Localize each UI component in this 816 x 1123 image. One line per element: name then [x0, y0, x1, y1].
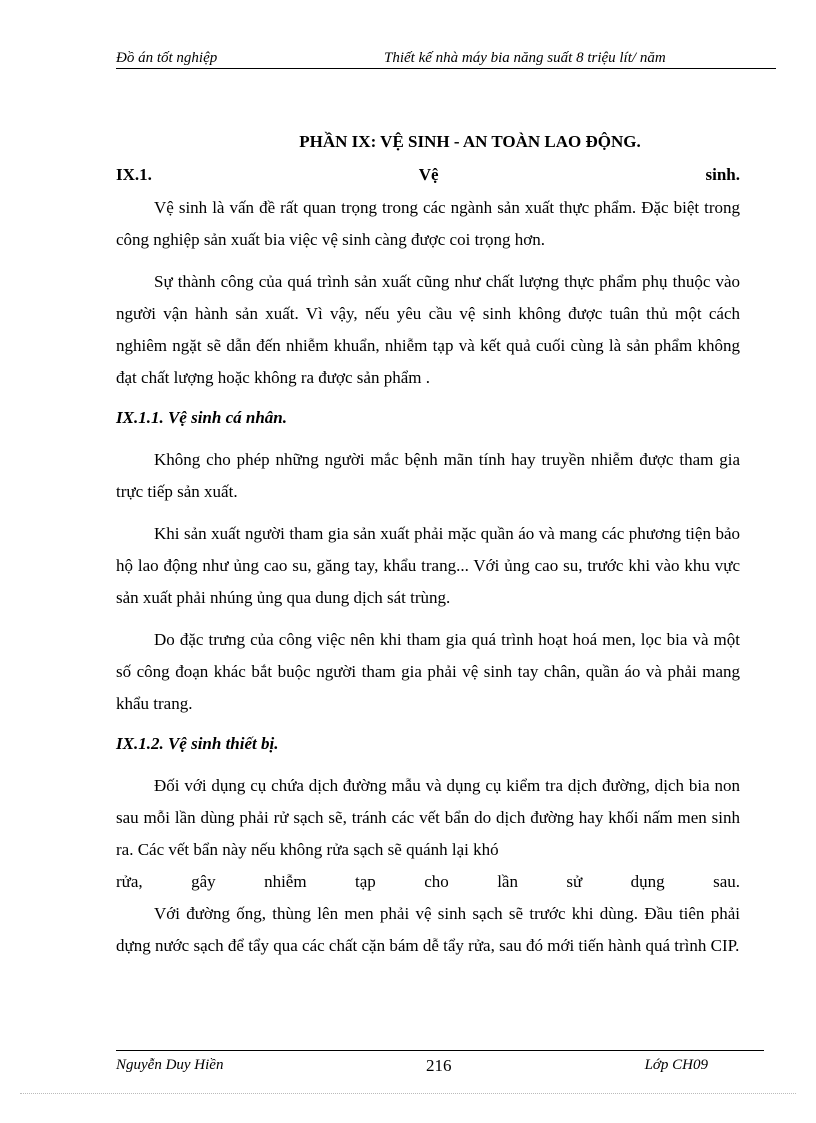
footer-author: Nguyễn Duy Hiền	[116, 1057, 224, 1073]
section-word-1: Vệ	[418, 165, 439, 184]
section-heading	[116, 158, 740, 192]
subsection-heading-1: IX.1.1. Vệ sinh cá nhân.	[116, 408, 287, 427]
header-right: Thiết kế nhà máy bia năng suất 8 triệu lít/ năm	[384, 50, 666, 66]
intro-paragraph-1: Vệ sinh là vấn đề rất quan trọng trong các ngành sản xuất thực phẩm. Đặc biệt trong công nghiệp sản xuất bia việc vệ sinh càng được coi trọng hơn.	[116, 198, 740, 249]
footer-class: Lớp CH09	[644, 1057, 708, 1073]
chapter-title: PHẦN IX: VỆ SINH - AN TOÀN LAO ĐỘNG.	[299, 132, 641, 151]
bottom-dotted-rule	[20, 1093, 796, 1094]
sub1-paragraph-1: Không cho phép những người mắc bệnh mãn tính hay truyền nhiễm được tham gia trực tiếp sản xuất.	[116, 450, 740, 501]
subsection-heading-2: IX.1.2. Vệ sinh thiết bị.	[116, 734, 279, 753]
page-footer	[116, 1050, 764, 1075]
section-number: IX.1.	[116, 165, 152, 184]
page-content	[116, 132, 740, 962]
sub1-paragraph-2: Khi sản xuất người tham gia sản xuất phải mặc quần áo và mang các phương tiện bảo hộ lao động như ủng cao su, găng tay, khẩu trang... Với ủng cao su, trước khi vào khu vực sản xuất phải nhúng ủng qua dung dịch sát trùng.	[116, 524, 740, 607]
header-left: Đồ án tốt nghiệp	[116, 50, 218, 66]
sub2-paragraph-2: Với đường ống, thùng lên men phải vệ sinh sạch sẽ trước khi dùng. Đầu tiên phải dựng nước sạch để tẩy qua các chất cặn bám dễ tẩy rửa, sau đó mới tiến hành quá trình CIP.	[116, 904, 740, 955]
sub2-paragraph-1-last-line: rửa, gây nhiễm tạp cho lần sử dụng sau.	[116, 872, 740, 891]
section-word-2: sinh.	[705, 165, 740, 184]
sub2-paragraph-1: Đối với dụng cụ chứa dịch đường mẫu và dụng cụ kiểm tra dịch đường, dịch bia non sau mỗi lần dùng phải rử sạch sẽ, tránh các vết bẩn do dịch đường hay khối nấm men sinh ra. Các vết bẩn này nếu không rửa sạch sẽ quánh lại khó	[116, 776, 740, 859]
page-header	[116, 48, 776, 69]
sub1-paragraph-3: Do đặc trưng của công việc nên khi tham gia quá trình hoạt hoá men, lọc bia và một số công đoạn khác bắt buộc người tham gia phải vệ sinh tay chân, quần áo và phải mang khẩu trang.	[116, 630, 740, 713]
page-number: 216	[426, 1056, 452, 1075]
intro-paragraph-2: Sự thành công của quá trình sản xuất cũng như chất lượng thực phẩm phụ thuộc vào người vận hành sản xuất. Vì vậy, nếu yêu cầu vệ sinh không được tuân thủ một cách nghiêm ngặt sẽ dẫn đến nhiễm khuẩn, nhiễm tạp và kết quả cuối cùng là sản phẩm không đạt chất lượng hoặc không ra được sản phẩm .	[116, 272, 740, 387]
